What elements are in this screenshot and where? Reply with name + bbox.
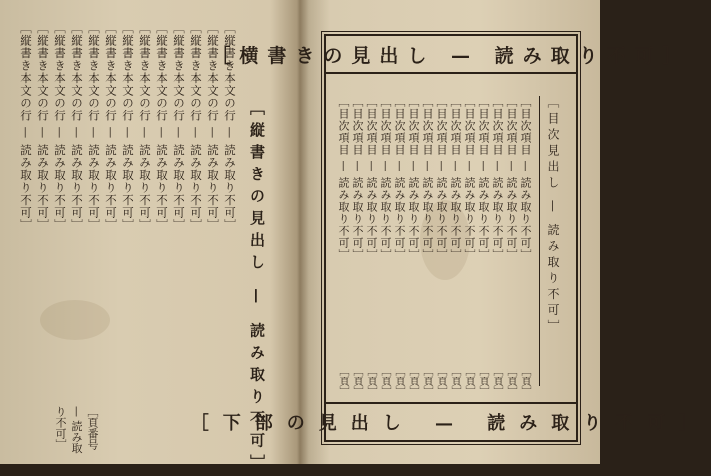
toc-entry-page: ［頁］ xyxy=(365,366,376,396)
body-text-column: ［縦書き本文の行 — 読み取り不可］ xyxy=(138,22,152,232)
body-text-column: ［縦書き本文の行 — 読み取り不可］ xyxy=(121,22,135,232)
body-text-column: ［縦書き本文の行 — 読み取り不可］ xyxy=(19,22,33,232)
bottom-banner xyxy=(190,402,711,440)
body-text-column: ［縦書き本文の行 — 読み取り不可］ xyxy=(53,22,67,232)
toc-heading: ［目次見出し — 読み取り不可］ xyxy=(546,96,560,336)
bottom-banner-text: ［下部の見出し — 読み取り不可］ xyxy=(190,413,711,434)
toc-entry-title: ［目次項目 — 読み取り不可］ xyxy=(519,96,532,261)
body-text-column: ［縦書き本文の行 — 読み取り不可］ xyxy=(223,22,237,232)
toc-entry-title: ［目次項目 — 読み取り不可］ xyxy=(421,96,434,261)
body-text-column: ［縦書き本文の行 — 読み取り不可］ xyxy=(70,22,84,232)
body-text-column: ［縦書き本文の行 — 読み取り不可］ xyxy=(36,22,50,232)
toc-entry-page: ［頁］ xyxy=(505,366,516,396)
toc-entry-page: ［頁］ xyxy=(351,366,362,396)
toc-entry-title: ［目次項目 — 読み取り不可］ xyxy=(393,96,406,261)
toc-entry-title: ［目次項目 — 読み取り不可］ xyxy=(477,96,490,261)
slogan-banner xyxy=(211,36,691,74)
toc-entry-page: ［頁］ xyxy=(519,366,530,396)
body-text-column: ［縦書き本文の行 — 読み取り不可］ xyxy=(155,22,169,232)
toc-divider xyxy=(539,96,540,386)
toc-entry-page: ［頁］ xyxy=(379,366,390,396)
toc-entry-page: ［頁］ xyxy=(449,366,460,396)
left-page xyxy=(0,0,296,476)
body-text-column: ［縦書き本文の行 — 読み取り不可］ xyxy=(206,22,220,232)
toc-entry-title: ［目次項目 — 読み取り不可］ xyxy=(491,96,504,261)
article-title: ［縦書きの見出し — 読み取り不可］ xyxy=(248,100,266,476)
toc-entry-title: ［目次項目 — 読み取り不可］ xyxy=(379,96,392,261)
toc-entry-page: ［頁］ xyxy=(393,366,404,396)
toc-entry-title: ［目次項目 — 読み取り不可］ xyxy=(463,96,476,261)
slogan-text: ［横書きの見出し — 読み取り不可］ xyxy=(211,44,691,67)
toc-entry-title: ［目次項目 — 読み取り不可］ xyxy=(505,96,518,261)
toc-entry-title: ［目次項目 — 読み取り不可］ xyxy=(337,96,350,261)
body-text-column: ［縦書き本文の行 — 読み取り不可］ xyxy=(189,22,203,232)
toc-entry-page: ［頁］ xyxy=(463,366,474,396)
toc-entry-page: ［頁］ xyxy=(491,366,502,396)
toc-entry-title: ［目次項目 — 読み取り不可］ xyxy=(449,96,462,261)
toc-entry-page: ［頁］ xyxy=(421,366,432,396)
toc-entry-title: ［目次項目 — 読み取り不可］ xyxy=(351,96,364,261)
toc-entry-page: ［頁］ xyxy=(477,366,488,396)
toc-entry-title: ［目次項目 — 読み取り不可］ xyxy=(365,96,378,261)
body-text-column: ［縦書き本文の行 — 読み取り不可］ xyxy=(172,22,186,232)
toc-entry-title: ［目次項目 — 読み取り不可］ xyxy=(407,96,420,261)
toc-entry-title: ［目次項目 — 読み取り不可］ xyxy=(435,96,448,261)
page-number: ［頁番号 — 読み取り不可］ xyxy=(54,406,99,454)
toc-entry-page: ［頁］ xyxy=(407,366,418,396)
toc-entry-page: ［頁］ xyxy=(435,366,446,396)
body-text-column: ［縦書き本文の行 — 読み取り不可］ xyxy=(87,22,101,232)
body-text-column: ［縦書き本文の行 — 読み取り不可］ xyxy=(104,22,118,232)
toc-entry-page: ［頁］ xyxy=(337,366,348,396)
